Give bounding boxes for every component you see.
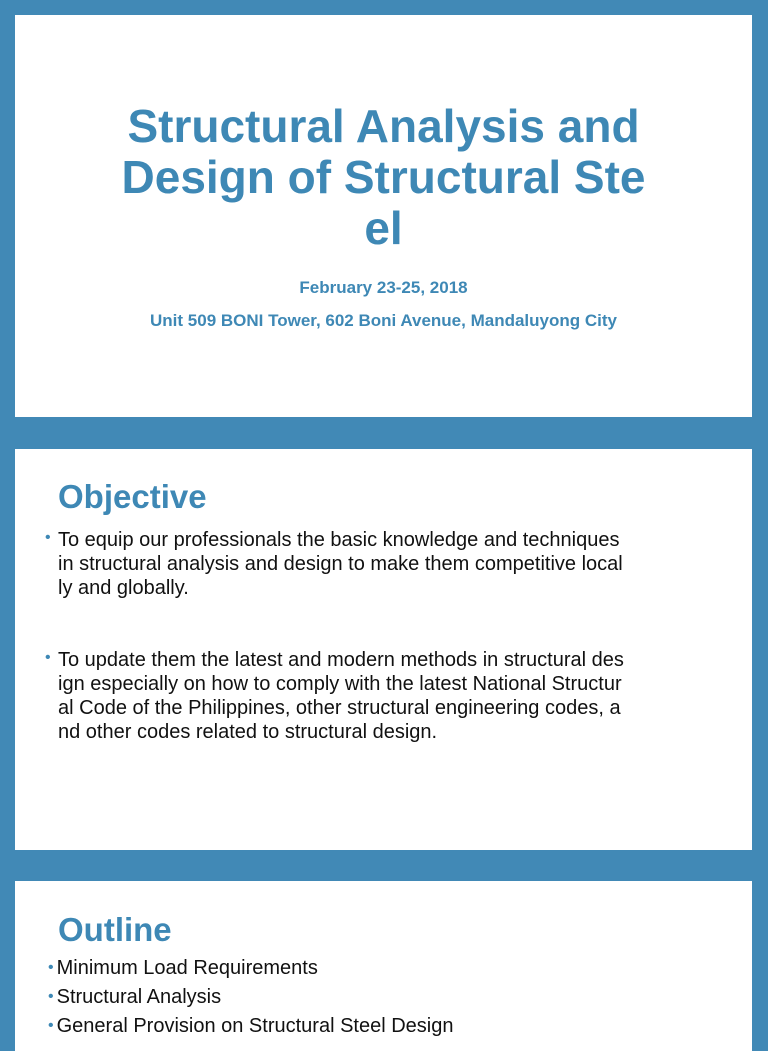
objective-heading: Objective [58, 478, 207, 515]
title-line: Design of Structural Ste [121, 151, 646, 203]
bullet-line: To equip our professionals the basic knowledge and techniques [58, 529, 620, 551]
slide-title [15, 15, 752, 417]
outline-heading: Outline [58, 911, 172, 948]
presentation-title [15, 101, 752, 254]
outline-item-label: Minimum Load Requirements [56, 957, 318, 979]
bullet-line: ly and globally. [58, 577, 189, 599]
bullet-icon: • [45, 529, 51, 546]
event-venue: Unit 509 BONI Tower, 602 Boni Avenue, Mandaluyong City [150, 311, 617, 330]
outline-item [48, 1014, 453, 1040]
bullet-text [58, 648, 735, 744]
bullet-icon: • [48, 959, 54, 976]
bullet-icon: • [48, 1017, 54, 1034]
title-line: Structural Analysis and [127, 100, 640, 152]
bullet-line: al Code of the Philippines, other structural engineering codes, a [58, 697, 621, 719]
event-date: February 23-25, 2018 [299, 278, 468, 297]
bullet-icon: • [45, 649, 51, 666]
outline-item [48, 985, 221, 1011]
bullet-line: ign especially on how to comply with the latest National Structur [58, 673, 622, 695]
bullet-line: nd other codes related to structural design. [58, 721, 438, 743]
outline-item-label: General Provision on Structural Steel Design [56, 1015, 454, 1037]
bullet-text [58, 528, 735, 600]
bullet-icon: • [48, 988, 54, 1005]
bullet-line: To update them the latest and modern methods in structural des [58, 649, 624, 671]
bullet-line: in structural analysis and design to make them competitive local [58, 553, 623, 575]
title-line: el [364, 202, 403, 254]
objective-bullet [45, 528, 735, 600]
slide-objective [15, 449, 752, 850]
objective-bullet [45, 648, 735, 744]
outline-item [48, 956, 318, 982]
outline-item-label: Structural Analysis [56, 986, 222, 1008]
slide-outline [15, 881, 752, 1051]
